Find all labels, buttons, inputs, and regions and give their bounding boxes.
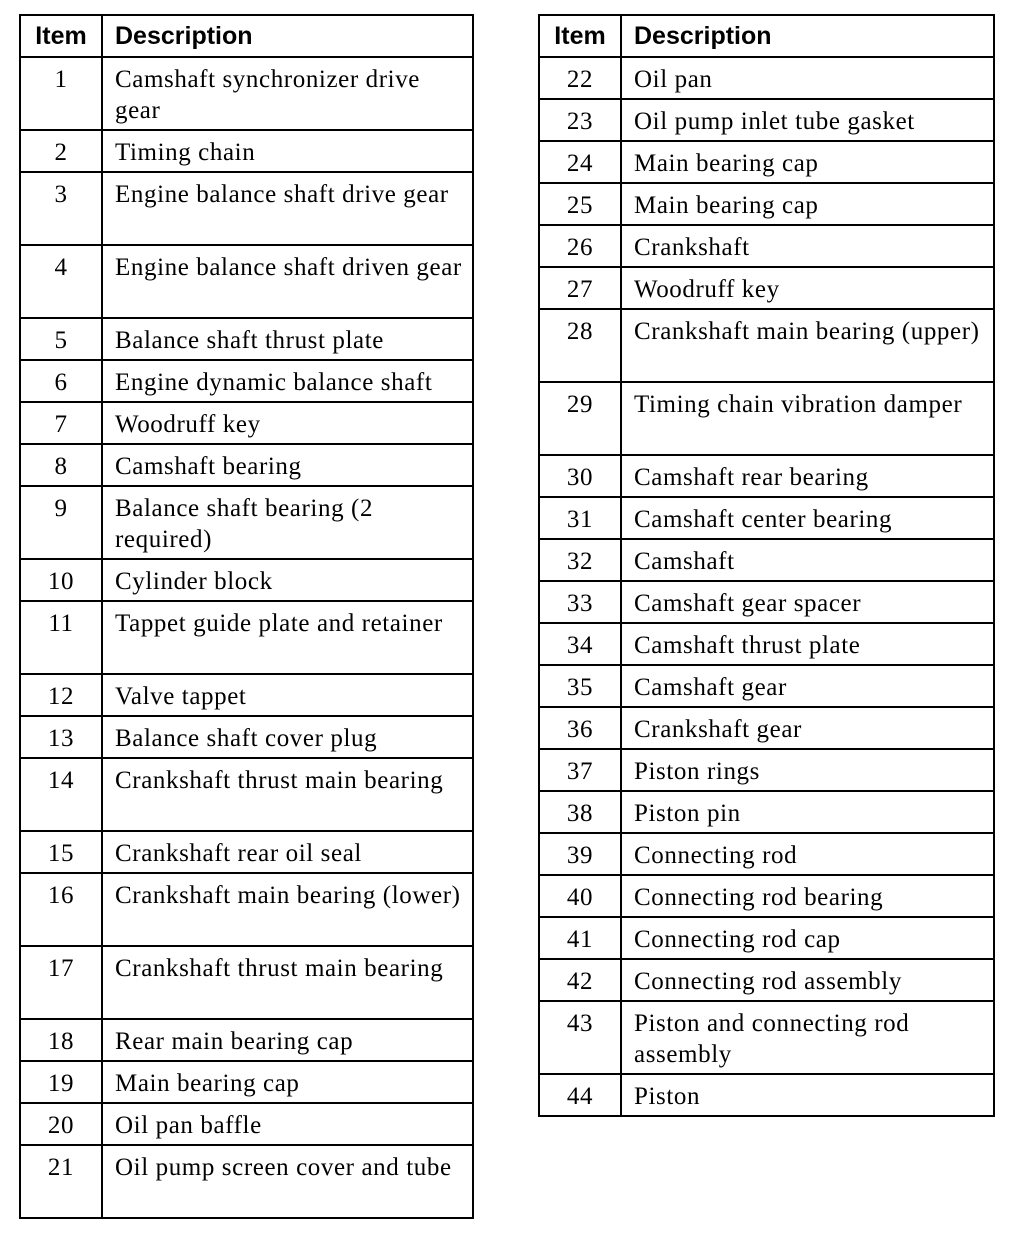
item-number: 12 [20, 674, 102, 716]
item-description: Camshaft [621, 539, 994, 581]
table-row [539, 1001, 994, 1074]
item-description: Main bearing cap [621, 141, 994, 183]
table-row [20, 716, 473, 758]
table-row [539, 225, 994, 267]
item-description: Cylinder block [102, 559, 473, 601]
item-description: Camshaft gear spacer [621, 581, 994, 623]
item-number: 30 [539, 455, 621, 497]
table-row [20, 758, 473, 831]
item-number: 23 [539, 99, 621, 141]
item-description: Connecting rod cap [621, 917, 994, 959]
item-description: Oil pan [621, 57, 994, 99]
item-number: 35 [539, 665, 621, 707]
table-row [20, 873, 473, 946]
table-row [539, 497, 994, 539]
table-row [539, 455, 994, 497]
item-description: Camshaft bearing [102, 444, 473, 486]
item-number: 20 [20, 1103, 102, 1145]
item-description: Piston and connecting rod assembly [621, 1001, 994, 1074]
item-description: Camshaft thrust plate [621, 623, 994, 665]
item-description: Crankshaft rear oil seal [102, 831, 473, 873]
column-header-item: Item [20, 15, 102, 57]
item-number: 27 [539, 267, 621, 309]
table-row [20, 130, 473, 172]
table-row [539, 1074, 994, 1116]
item-description: Rear main bearing cap [102, 1019, 473, 1061]
item-number: 41 [539, 917, 621, 959]
item-number: 37 [539, 749, 621, 791]
item-description: Oil pan baffle [102, 1103, 473, 1145]
item-description: Camshaft center bearing [621, 497, 994, 539]
table-row [20, 172, 473, 245]
item-description: Balance shaft bearing (2 required) [102, 486, 473, 559]
table-row [539, 749, 994, 791]
item-number: 42 [539, 959, 621, 1001]
item-number: 32 [539, 539, 621, 581]
item-description: Woodruff key [102, 402, 473, 444]
table-header-row [539, 15, 994, 57]
table-row [539, 917, 994, 959]
item-number: 3 [20, 172, 102, 245]
parts-table-right [538, 14, 995, 1117]
item-description: Timing chain vibration damper [621, 382, 994, 455]
table-row [20, 318, 473, 360]
table-row [20, 601, 473, 674]
item-number: 26 [539, 225, 621, 267]
table-row [20, 1103, 473, 1145]
item-description: Valve tappet [102, 674, 473, 716]
item-description: Engine balance shaft drive gear [102, 172, 473, 245]
item-description: Camshaft synchronizer drive gear [102, 57, 473, 130]
item-description: Oil pump screen cover and tube [102, 1145, 473, 1218]
table-row [20, 402, 473, 444]
item-number: 40 [539, 875, 621, 917]
table-row [20, 1145, 473, 1218]
item-number: 38 [539, 791, 621, 833]
item-description: Oil pump inlet tube gasket [621, 99, 994, 141]
item-number: 43 [539, 1001, 621, 1074]
item-number: 36 [539, 707, 621, 749]
table-row [539, 707, 994, 749]
item-number: 18 [20, 1019, 102, 1061]
item-number: 39 [539, 833, 621, 875]
table-row [539, 539, 994, 581]
table-row [20, 831, 473, 873]
item-number: 1 [20, 57, 102, 130]
table-row [20, 57, 473, 130]
item-description: Tappet guide plate and retainer [102, 601, 473, 674]
parts-table-left [19, 14, 474, 1219]
item-number: 11 [20, 601, 102, 674]
item-number: 15 [20, 831, 102, 873]
item-number: 4 [20, 245, 102, 318]
table-row [20, 1019, 473, 1061]
item-number: 21 [20, 1145, 102, 1218]
item-number: 24 [539, 141, 621, 183]
table-row [539, 382, 994, 455]
item-number: 33 [539, 581, 621, 623]
item-number: 17 [20, 946, 102, 1019]
column-header-description: Description [102, 15, 473, 57]
table-row [20, 1061, 473, 1103]
item-number: 44 [539, 1074, 621, 1116]
table-header-row [20, 15, 473, 57]
table-row [539, 309, 994, 382]
table-row [539, 833, 994, 875]
item-description: Main bearing cap [621, 183, 994, 225]
item-description: Crankshaft main bearing (upper) [621, 309, 994, 382]
table-row [539, 791, 994, 833]
item-description: Crankshaft thrust main bearing [102, 758, 473, 831]
item-description: Woodruff key [621, 267, 994, 309]
table-row [20, 444, 473, 486]
table-row [539, 581, 994, 623]
item-description: Engine balance shaft driven gear [102, 245, 473, 318]
table-row [539, 141, 994, 183]
item-description: Piston pin [621, 791, 994, 833]
item-description: Crankshaft [621, 225, 994, 267]
item-description: Balance shaft cover plug [102, 716, 473, 758]
table-row [539, 57, 994, 99]
item-description: Connecting rod assembly [621, 959, 994, 1001]
item-number: 6 [20, 360, 102, 402]
table-row [539, 183, 994, 225]
table-row [539, 875, 994, 917]
item-number: 25 [539, 183, 621, 225]
item-number: 2 [20, 130, 102, 172]
item-description: Timing chain [102, 130, 473, 172]
table-row [20, 245, 473, 318]
item-description: Camshaft gear [621, 665, 994, 707]
table-row [539, 665, 994, 707]
item-number: 14 [20, 758, 102, 831]
column-header-description: Description [621, 15, 994, 57]
item-description: Piston rings [621, 749, 994, 791]
item-number: 19 [20, 1061, 102, 1103]
table-row [20, 486, 473, 559]
item-description: Connecting rod [621, 833, 994, 875]
table-row [539, 99, 994, 141]
item-number: 34 [539, 623, 621, 665]
item-description: Crankshaft main bearing (lower) [102, 873, 473, 946]
item-number: 9 [20, 486, 102, 559]
item-description: Main bearing cap [102, 1061, 473, 1103]
item-description: Connecting rod bearing [621, 875, 994, 917]
item-description: Balance shaft thrust plate [102, 318, 473, 360]
table-row [20, 946, 473, 1019]
table-row [539, 267, 994, 309]
item-number: 22 [539, 57, 621, 99]
table-row [539, 623, 994, 665]
table-row [20, 674, 473, 716]
item-number: 13 [20, 716, 102, 758]
item-number: 7 [20, 402, 102, 444]
item-description: Piston [621, 1074, 994, 1116]
item-description: Engine dynamic balance shaft [102, 360, 473, 402]
table-row [539, 959, 994, 1001]
item-number: 5 [20, 318, 102, 360]
item-number: 16 [20, 873, 102, 946]
table-row [20, 559, 473, 601]
item-description: Crankshaft gear [621, 707, 994, 749]
item-number: 8 [20, 444, 102, 486]
column-header-item: Item [539, 15, 621, 57]
item-number: 28 [539, 309, 621, 382]
item-number: 10 [20, 559, 102, 601]
table-row [20, 360, 473, 402]
item-number: 29 [539, 382, 621, 455]
item-number: 31 [539, 497, 621, 539]
item-description: Camshaft rear bearing [621, 455, 994, 497]
item-description: Crankshaft thrust main bearing [102, 946, 473, 1019]
